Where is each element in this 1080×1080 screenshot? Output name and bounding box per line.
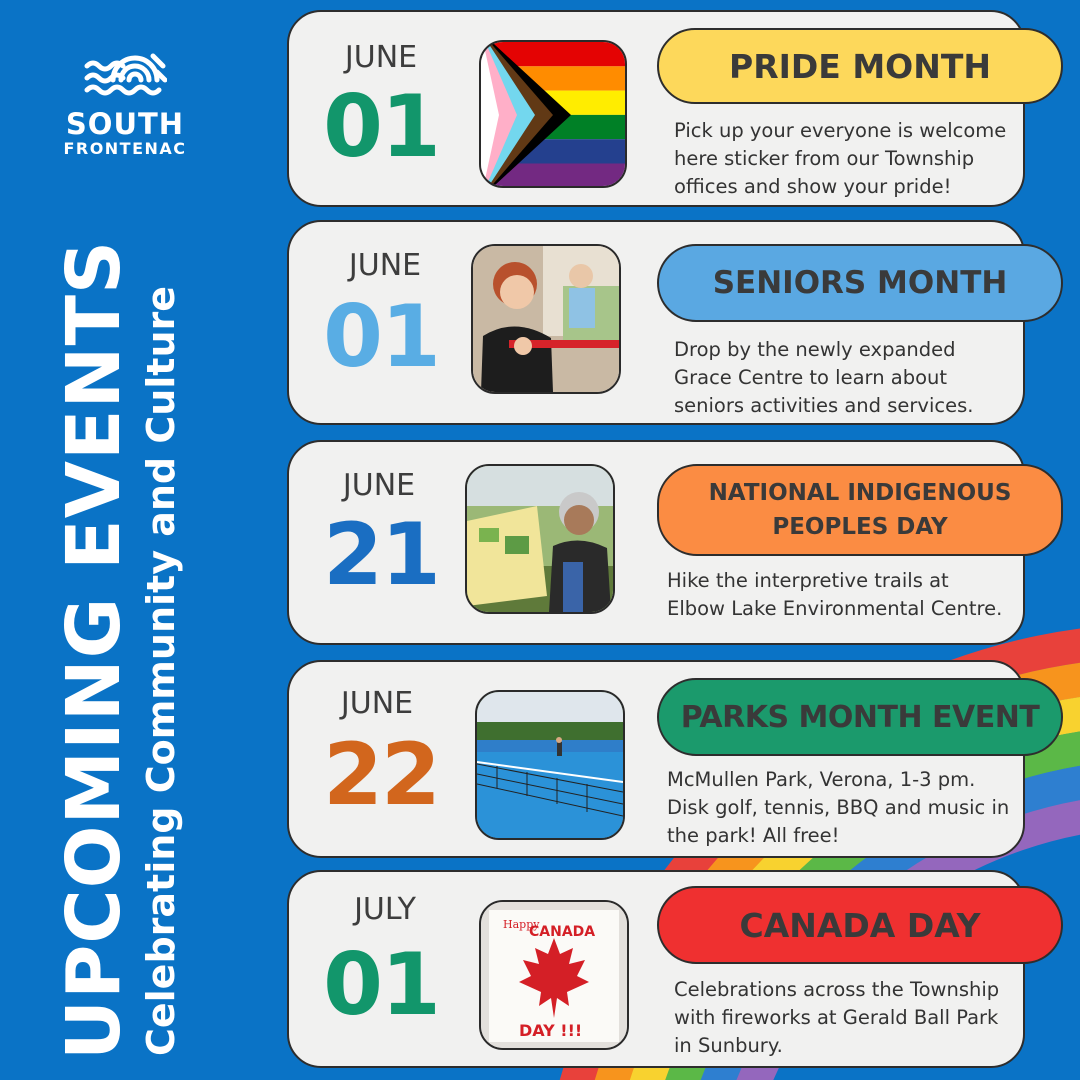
event-card-canada <box>287 870 1025 1068</box>
event-card-pride <box>287 10 1025 207</box>
cake-happy-text: Happy <box>503 918 540 931</box>
event-description: Pick up your everyone is welcome here sticker from our Township offices and show your pride! <box>674 119 1007 198</box>
event-card-seniors <box>287 220 1025 425</box>
event-day: 01 <box>323 77 439 177</box>
trail-photo <box>465 464 615 614</box>
event-day: 21 <box>323 505 439 605</box>
event-description: Celebrations across the Township with fireworks at Gerald Ball Park in Sunbury. <box>674 978 1000 1057</box>
event-title-pill: PARKS MONTH EVENT <box>657 678 1063 756</box>
cake-day-text: DAY !!! <box>519 1021 583 1040</box>
headline-subtitle: Celebrating Community and Culture <box>139 285 183 1056</box>
seniors-photo <box>471 244 621 394</box>
event-description: McMullen Park, Verona, 1-3 pm. Disk golf, tennis, BBQ and music in the park! All free! <box>667 768 1010 847</box>
event-description: Drop by the newly expanded Grace Centre to learn about seniors activities and services. <box>674 338 974 417</box>
event-title-pill: CANADA DAY <box>657 886 1063 964</box>
vertical-headline <box>52 240 186 1060</box>
event-month: JULY <box>354 892 416 927</box>
event-day: 01 <box>323 287 439 387</box>
event-month: JUNE <box>340 686 414 721</box>
headline-title: UPCOMING EVENTS <box>51 239 137 1060</box>
event-month: JUNE <box>348 248 422 283</box>
waves-sun-icon <box>83 36 167 100</box>
logo-line2: FRONTENAC <box>63 139 187 158</box>
event-card-parks <box>287 660 1040 858</box>
event-month: JUNE <box>344 40 418 75</box>
south-frontenac-logo <box>50 36 200 157</box>
tennis-court-photo <box>475 690 625 840</box>
event-day: 01 <box>323 935 439 1035</box>
event-title-pill: PRIDE MONTH <box>657 28 1063 104</box>
canada-cake-photo <box>479 900 629 1050</box>
logo-line1: SOUTH <box>65 107 185 141</box>
event-card-indigenous <box>287 440 1025 645</box>
pride-flag-image <box>479 40 627 188</box>
event-title-pill: SENIORS MONTH <box>657 244 1063 322</box>
event-month: JUNE <box>342 468 416 503</box>
event-day: 22 <box>323 725 439 825</box>
cake-canada-text: CANADA <box>529 924 596 940</box>
event-title-pill: NATIONAL INDIGENOUS PEOPLES DAY <box>657 464 1063 556</box>
event-description: Hike the interpretive trails at Elbow Lake Environmental Centre. <box>667 569 1003 620</box>
